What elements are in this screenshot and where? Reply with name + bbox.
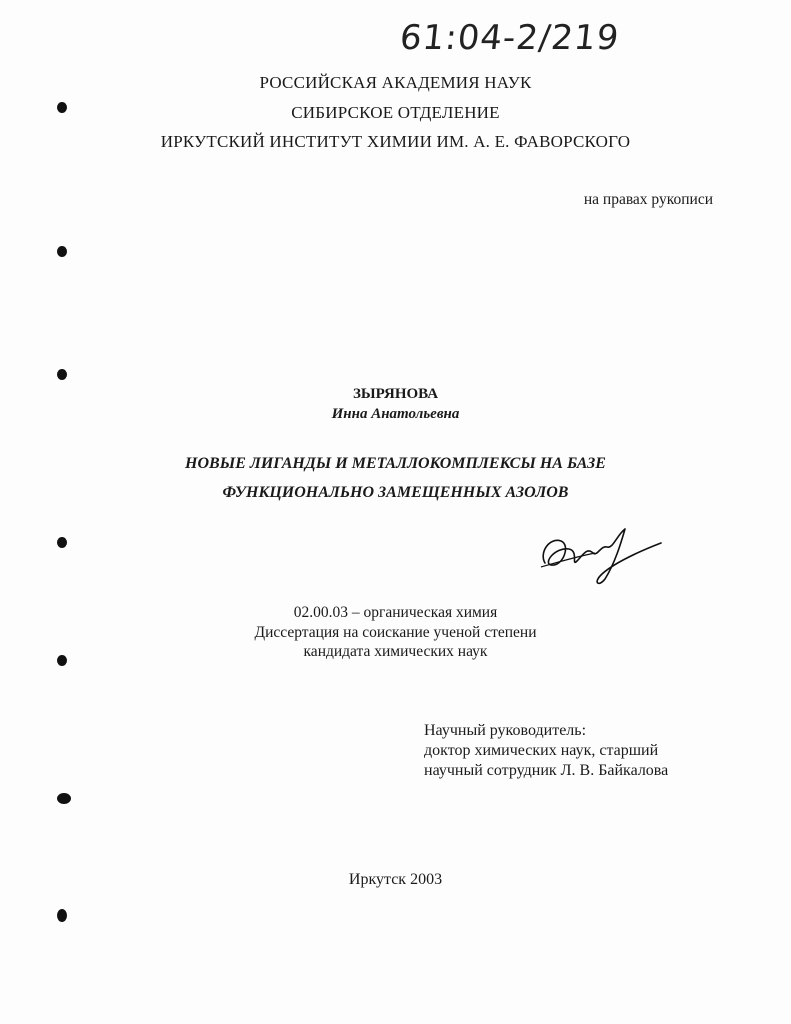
author-given-name: Инна Анатольевна bbox=[331, 406, 460, 422]
binding-hole-mark bbox=[57, 246, 67, 257]
academy-name: РОССИЙСКАЯ АКАДЕМИЯ НАУК bbox=[259, 73, 532, 92]
binding-hole-mark bbox=[57, 909, 67, 922]
archive-code: 61:04-2/219 bbox=[397, 18, 622, 58]
institute-name: ИРКУТСКИЙ ИНСТИТУТ ХИМИИ ИМ. А. Е. ФАВОРСКОГО bbox=[160, 132, 631, 151]
binding-hole-mark bbox=[57, 102, 67, 113]
supervisor-title: доктор химических наук, старший bbox=[424, 742, 659, 759]
manuscript-rights-note: на правах рукописи bbox=[583, 191, 713, 208]
dissertation-title-line-1: НОВЫЕ ЛИГАНДЫ И МЕТАЛЛОКОМПЛЕКСЫ НА БАЗЕ bbox=[185, 455, 606, 472]
branch-name: СИБИРСКОЕ ОТДЕЛЕНИЕ bbox=[291, 103, 500, 122]
binding-hole-mark bbox=[57, 369, 67, 380]
place-and-year: Иркутск 2003 bbox=[348, 871, 443, 888]
binding-hole-mark bbox=[57, 655, 67, 666]
binding-hole-mark bbox=[57, 537, 67, 548]
author-signature bbox=[535, 523, 665, 589]
specialty-code: 02.00.03 – органическая химия bbox=[293, 604, 498, 621]
degree-statement: Диссертация на соискание ученой степени bbox=[254, 624, 537, 641]
dissertation-title-line-2: ФУНКЦИОНАЛЬНО ЗАМЕЩЕННЫХ АЗОЛОВ bbox=[222, 484, 569, 501]
supervisor-name: научный сотрудник Л. В. Байкалова bbox=[424, 762, 669, 779]
supervisor-label: Научный руководитель: bbox=[424, 722, 587, 739]
binding-hole-mark bbox=[57, 793, 71, 804]
degree-name: кандидата химических наук bbox=[303, 643, 488, 660]
author-surname: ЗЫРЯНОВА bbox=[352, 386, 439, 402]
